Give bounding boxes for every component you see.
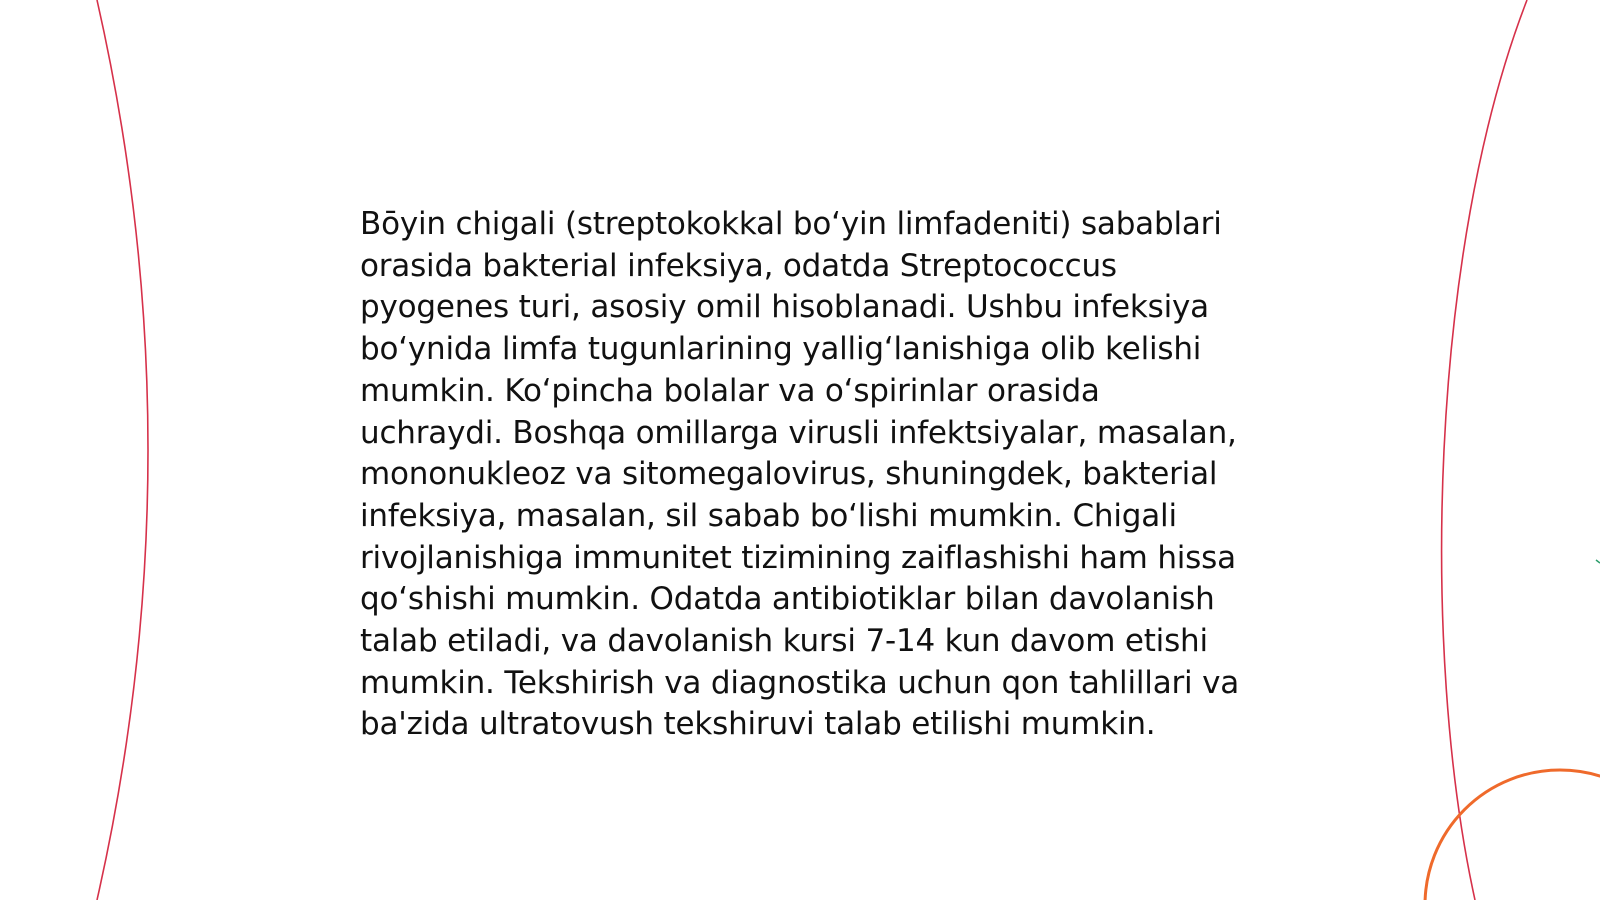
left-curve-line: [97, 0, 148, 900]
small-green-tick: [1596, 560, 1600, 563]
orange-circle-accent: [1425, 770, 1600, 900]
body-paragraph: Bōyin chigali (streptokokkal bo‘yin limfadeniti) sabablari orasida bakterial infeksiya, odatda Streptococcus pyogenes turi, asosiy omil hisoblanadi. Ushbu infeksiya bo‘ynida limfa tugunlarining yallig‘lanishiga olib kelishi mumkin. Ko‘pincha bolalar va o‘spirinlar orasida uchraydi. Boshqa omillarga virusli infektsiyalar, masalan, mononukleoz va sitomegalovirus, shuningdek, bakterial infeksiya, masalan, sil sabab bo‘lishi mumkin. Chigali rivojlanishiga immunitet tizimining zaiflashishi ham hissa qo‘shishi mumkin. Odatda antibiotiklar bilan davolanish talab etiladi, va davolanish kursi 7-14 kun davom etishi mumkin. Tekshirish va diagnostika uchun qon tahlillari va ba'zida ultratovush tekshiruvi talab etilishi mumkin.: [360, 206, 1240, 743]
right-curve-line: [1442, 0, 1527, 900]
